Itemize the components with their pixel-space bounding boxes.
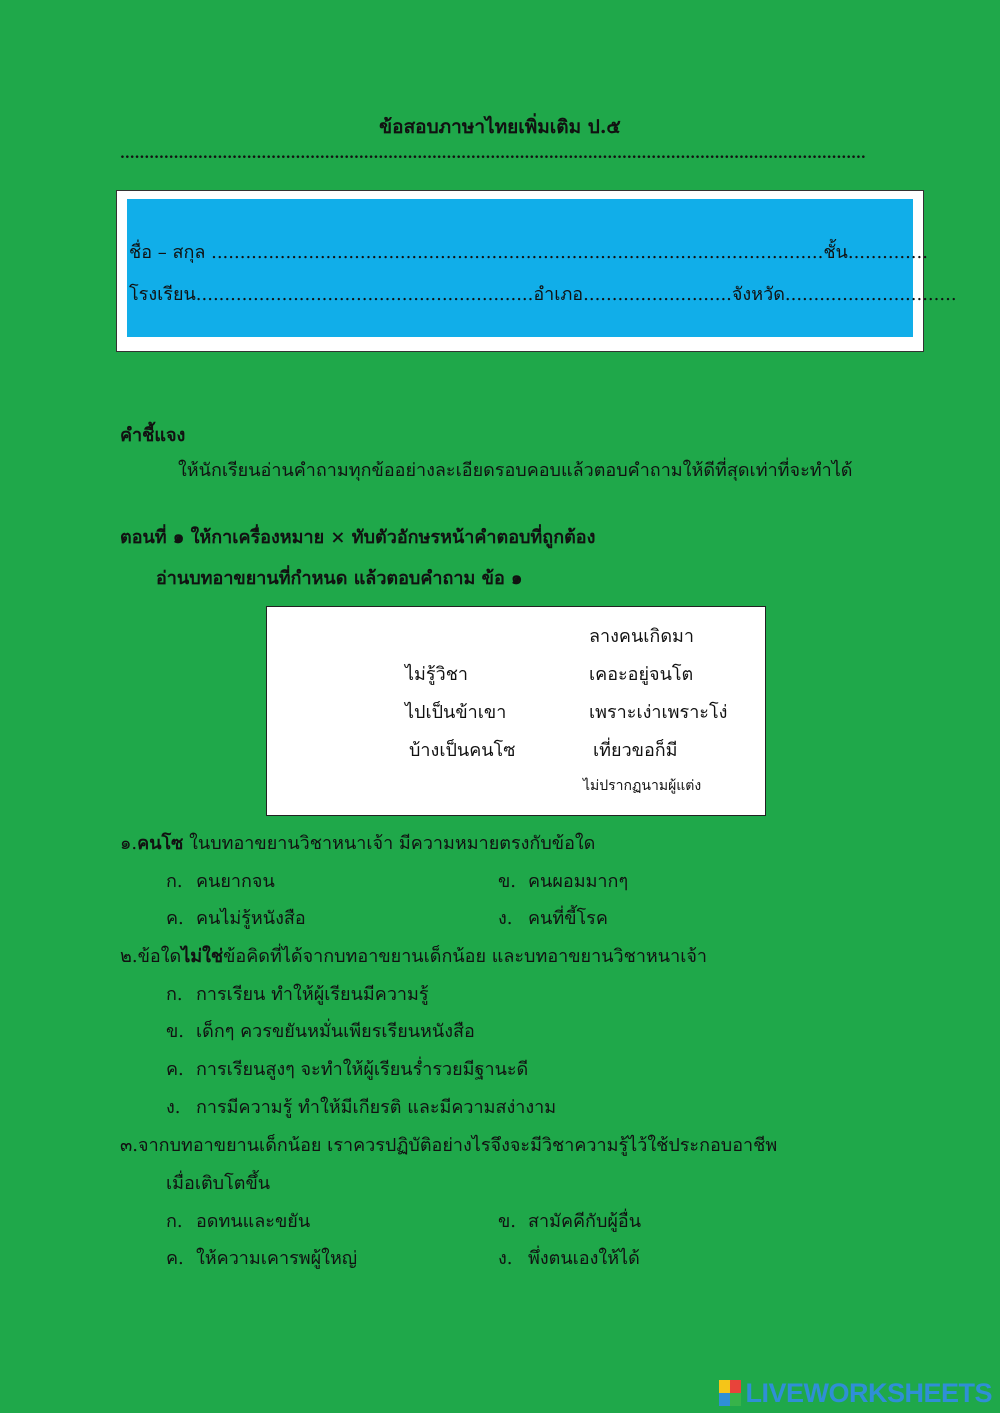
poem-credit: ไม่ปรากฏนามผู้แต่ง — [583, 778, 702, 794]
poem-line-right: ลางคนเกิดมา — [589, 626, 694, 647]
instructions-text: ให้นักเรียนอ่านคำถามทุกข้ออย่างละเอียดรอบคอบแล้วตอบคำถามให้ดีที่สุดเท่าที่จะทำได้ — [178, 460, 853, 481]
q1-option-b[interactable] — [498, 866, 628, 895]
question-number: ๑. — [120, 833, 138, 854]
logo-text: LIVEWORKSHEETS — [745, 1377, 992, 1408]
part1-heading: ตอนที่ ๑ ให้กาเครื่องหมาย × ทับตัวอักษรหน้าคำตอบที่ถูกต้อง — [120, 527, 596, 548]
liveworksheets-logo[interactable] — [719, 1378, 992, 1408]
question-text: ในบทอาขยานวิชาหนาเจ้า มีความหมายตรงกับข้อใด — [183, 833, 596, 854]
option-label: ค. — [166, 1059, 184, 1080]
poem-line-left: ไปเป็นข้าเขา — [405, 702, 507, 723]
question-2 — [120, 941, 707, 970]
student-info-panel — [127, 199, 957, 337]
option-text: เด็กๆ ควรขยันหมั่นเพียรเรียนหนังสือ — [196, 1021, 475, 1042]
q2-option-a[interactable] — [166, 979, 429, 1008]
option-text: การมีความรู้ ทำให้มีเกียรติ และมีความสง่างาม — [196, 1097, 557, 1118]
question-3-continuation: เมื่อเติบโตขึ้น — [166, 1173, 271, 1194]
option-text: คนไม่รู้หนังสือ — [196, 908, 306, 929]
question-text: จากบทอาขยานเด็กน้อย เราควรปฏิบัติอย่างไรจึงจะมีวิชาความรู้ไว้ใช้ประกอบอาชีพ — [138, 1135, 778, 1156]
school-line[interactable]: โรงเรียน...........................................................อำเภอ..........................จังหวัด.............................. — [129, 284, 957, 305]
option-text: สามัคคีกับผู้อื่น — [528, 1211, 642, 1232]
instructions-heading: คำชี้แจง — [120, 425, 186, 446]
poem-line-right: เพราะเง่าเพราะโง่ — [589, 702, 728, 723]
q2-option-c[interactable] — [166, 1054, 528, 1083]
option-label: ข. — [498, 1211, 517, 1232]
option-label: ง. — [166, 1097, 181, 1118]
q3-option-d[interactable] — [498, 1243, 640, 1272]
poem-line-left: ไม่รู้วิชา — [405, 664, 469, 685]
option-text: คนที่ขี้โรค — [528, 908, 608, 929]
question-3 — [120, 1130, 777, 1159]
option-text: อดทนและขยัน — [196, 1211, 311, 1232]
student-info-frame — [116, 190, 957, 352]
q3-option-a[interactable] — [166, 1206, 310, 1235]
q1-option-d[interactable] — [498, 903, 608, 932]
question-emphasis: คนโซ — [137, 833, 184, 854]
option-label: ง. — [498, 1248, 513, 1269]
option-label: ง. — [498, 908, 513, 929]
question-emphasis: ไม่ใช่ — [181, 946, 224, 967]
question-text: ข้อคิดที่ได้จากบทอาขยานเด็กน้อย และบทอาขยานวิชาหนาเจ้า — [223, 946, 708, 967]
q2-option-b[interactable] — [166, 1016, 475, 1045]
option-text: การเรียน ทำให้ผู้เรียนมีความรู้ — [196, 984, 429, 1005]
q3-option-c[interactable] — [166, 1243, 357, 1272]
poem-box — [266, 606, 766, 816]
option-text: ให้ความเคารพผู้ใหญ่ — [196, 1248, 358, 1269]
option-text: คนผอมมากๆ — [528, 871, 629, 892]
option-label: ก. — [166, 871, 183, 892]
option-label: ค. — [166, 908, 184, 929]
option-text: การเรียนสูงๆ จะทำให้ผู้เรียนร่ำรวยมีฐานะดี — [196, 1059, 529, 1080]
question-1 — [120, 828, 595, 857]
question-number: ๒. — [120, 946, 138, 967]
q1-option-a[interactable] — [166, 866, 275, 895]
page-title: ข้อสอบภาษาไทยเพิ่มเติม ป.๕ — [379, 116, 621, 138]
option-label: ข. — [498, 871, 517, 892]
q1-option-c[interactable] — [166, 903, 306, 932]
option-text: พึ่งตนเองให้ได้ — [528, 1248, 640, 1269]
part1-subheading: อ่านบทอาขยานที่กำหนด แล้วตอบคำถาม ข้อ ๑ — [156, 568, 523, 589]
option-label: ก. — [166, 984, 183, 1005]
question-number: ๓. — [120, 1135, 139, 1156]
logo-blocks-icon — [719, 1380, 741, 1406]
q3-option-b[interactable] — [498, 1206, 641, 1235]
poem-line-right: เที่ยวขอก็มี — [593, 740, 678, 761]
dotted-rule: ......................................................................................................................................................... — [120, 146, 866, 162]
name-line[interactable]: ชื่อ – สกุล ...........................................................................................................ชั้น.............. — [129, 242, 928, 263]
poem-line-right: เคอะอยู่จนโต — [589, 664, 694, 685]
poem-line-left: บ้างเป็นคนโซ — [409, 740, 516, 761]
question-prefix: ข้อใด — [137, 946, 182, 967]
option-label: ก. — [166, 1211, 183, 1232]
option-label: ค. — [166, 1248, 184, 1269]
option-label: ข. — [166, 1021, 185, 1042]
option-text: คนยากจน — [196, 871, 275, 892]
q2-option-d[interactable] — [166, 1092, 556, 1121]
